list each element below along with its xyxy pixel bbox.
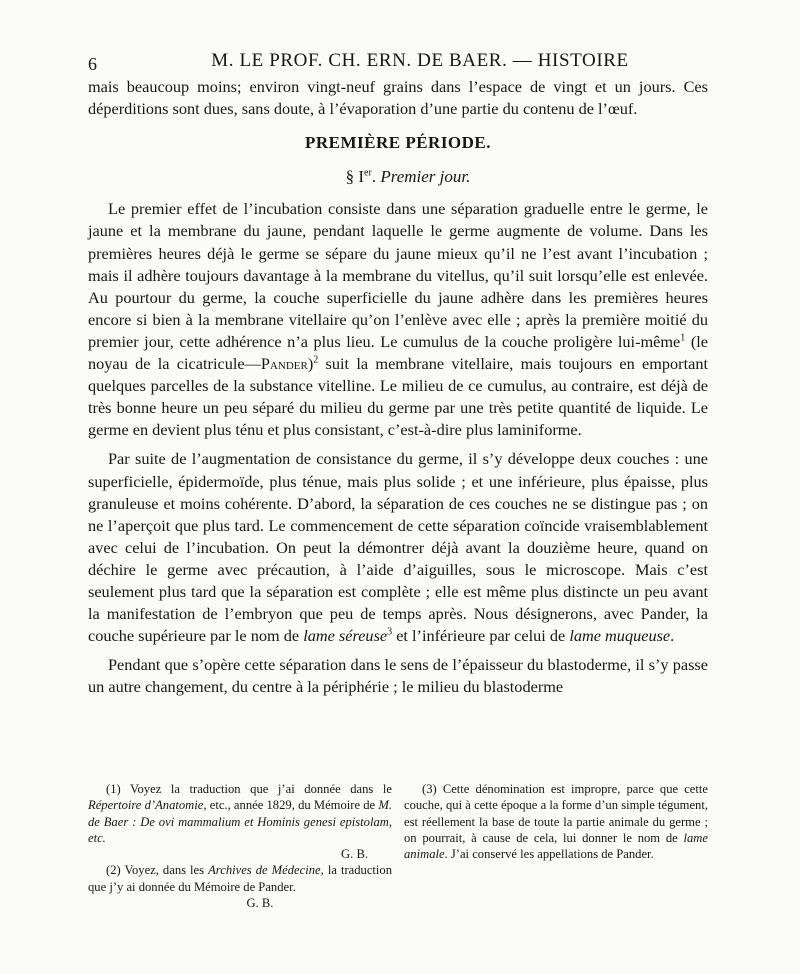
period-title: PREMIÈRE PÉRIODE. [304, 133, 492, 153]
section-ordinal: er [364, 167, 372, 179]
footnote-3-text-a: (3) Cette dénomination est impropre, parce que cette couche, qui à cette époque a la forme d’un simple tégument, est réellement la base de toute la partie animale du germe ; on pourrait, à cause de cela, lui donner le nom de [404, 782, 708, 845]
footnote-1-memoir-title: M. de Baer : De ovi mammalium et Hominis genesi epistolam, etc. [88, 798, 392, 845]
footnote-2-journal: Archives de Médecine [208, 863, 321, 878]
footnote-ref-2[interactable]: 2 [313, 354, 319, 366]
footnote-1-text-a: (1) Voyez la traduction que j’ai donnée dans le [106, 782, 392, 796]
paragraph-3: Pendant que s’opère cette séparation dans le sens de l’épaisseur du blastoderme, il s’y passe un autre changement, du centre à la périphérie ; le milieu du blastoderme [88, 655, 708, 697]
page-number: 6 [88, 54, 97, 74]
paragraph-1-text-a: Le premier effet de l’incubation consiste dans une séparation graduelle entre le germe, le jaune et la membrane du jaune, pendant laquelle le germe augmente de volume. Dans les premières heures déjà le germe se sépare du jaune mieux qu’il ne l’est avant l’incubation ; mais il adhère toujours davantage à la membrane du vitellus, qu’il suit lorsqu’elle est enlevée. Au pourtour du germe, la couche superficielle du jaune adhère dans les premières heures encore si bien à la membrane vitellaire qu’on l’enlève avec elle ; après la première moitié du premier jour, cette adhérence n’a plus lieu. Le cumulus de la couche proligère lui-même [88, 199, 708, 351]
section-mark: § I [345, 167, 365, 187]
footnote-1 [88, 781, 392, 846]
term-lame-sereuse: lame séreuse [303, 626, 388, 646]
term-lame-muqueuse: lame muqueuse [569, 626, 671, 646]
main-text [88, 76, 708, 698]
paragraph-1 [88, 198, 708, 441]
footnotes-left-column [88, 781, 392, 911]
paragraph-1-text-b: (le noyau de la cicatricule— [88, 331, 709, 374]
footnotes-right-column [404, 781, 708, 911]
paragraph-2 [88, 448, 708, 647]
day-title: § Ier. Premier jour. [345, 167, 471, 187]
footnote-3 [404, 781, 708, 862]
author-name-pander: Pander [260, 354, 308, 374]
paragraph-2-text-c: . [670, 626, 675, 646]
footnote-3-term: lame animale [404, 830, 708, 862]
footnote-2-text-a: (2) Voyez, dans les [106, 863, 209, 878]
paragraph-1-text-c: ) [307, 354, 314, 374]
day-title-text: Premier jour. [380, 167, 471, 187]
footnote-2-text-b: , la traduction que j’y ai donnée du Mémoire de Pander. [88, 863, 393, 894]
footnote-1-text-b: , etc., année 1829, du Mémoire de [203, 798, 379, 813]
footnote-ref-1[interactable]: 1 [680, 332, 686, 344]
running-head: M. LE PROF. CH. ERN. DE BAER. — HISTOIRE [211, 50, 629, 71]
footnote-ref-3[interactable]: 3 [387, 626, 393, 638]
footnote-3-text-b: . J’ai conservé les appellations de Pander. [444, 847, 654, 862]
continuation-paragraph: mais beaucoup moins; environ vingt-neuf grains dans l’espace de vingt et un jours. Ces déperditions sont dues, sans doute, à l’évaporation d’une partie du contenu de l’œuf. [88, 77, 708, 119]
footnote-2-signature: G. B. [246, 896, 274, 911]
paragraph-2-text-b: et l’inférieure par celui de [392, 626, 570, 646]
footnotes [88, 781, 708, 911]
paragraph-2-text-a: Par suite de l’augmentation de consistance du germe, il s’y développe deux couches : une superficielle, épidermoïde, plus ténue, mais plus solide ; et une inférieure, plus épaisse, plus granuleuse et moins cohérente. D’abord, la séparation de ces couches ne se distingue pas ; on ne l’aperçoit que plus tard. Le commencement de cette séparation coïncide vraisemblablement avec celui de l’incubation. On peut la démontrer déjà avant la douzième heure, quand on déchire le germe avec précaution, à l’aide d’aiguilles, sous le microscope. Mais c’est seulement plus tard que la séparation est complète ; elle est même plus distincte un peu avant la manifestation de l’embryon que peu de temps après. Nous désignerons, avec Pander, la couche supérieure par le nom de [88, 449, 708, 646]
paragraph-1-text-d: suit la membrane vitellaire, mais toujours en emportant quelques parcelles de la substance vitelline. Le milieu de ce cumulus, au contraire, est déjà de très bonne heure un peu séparé du milieu du germe par une très petite quantité de liquide. Le germe en devient plus ténu et plus consistant, c’est-à-dire plus laminiforme. [88, 354, 709, 440]
footnote-2 [88, 862, 392, 895]
footnote-1-title: Répertoire d’Anatomie [88, 798, 204, 813]
footnote-1-signature: G. B. [341, 847, 368, 862]
